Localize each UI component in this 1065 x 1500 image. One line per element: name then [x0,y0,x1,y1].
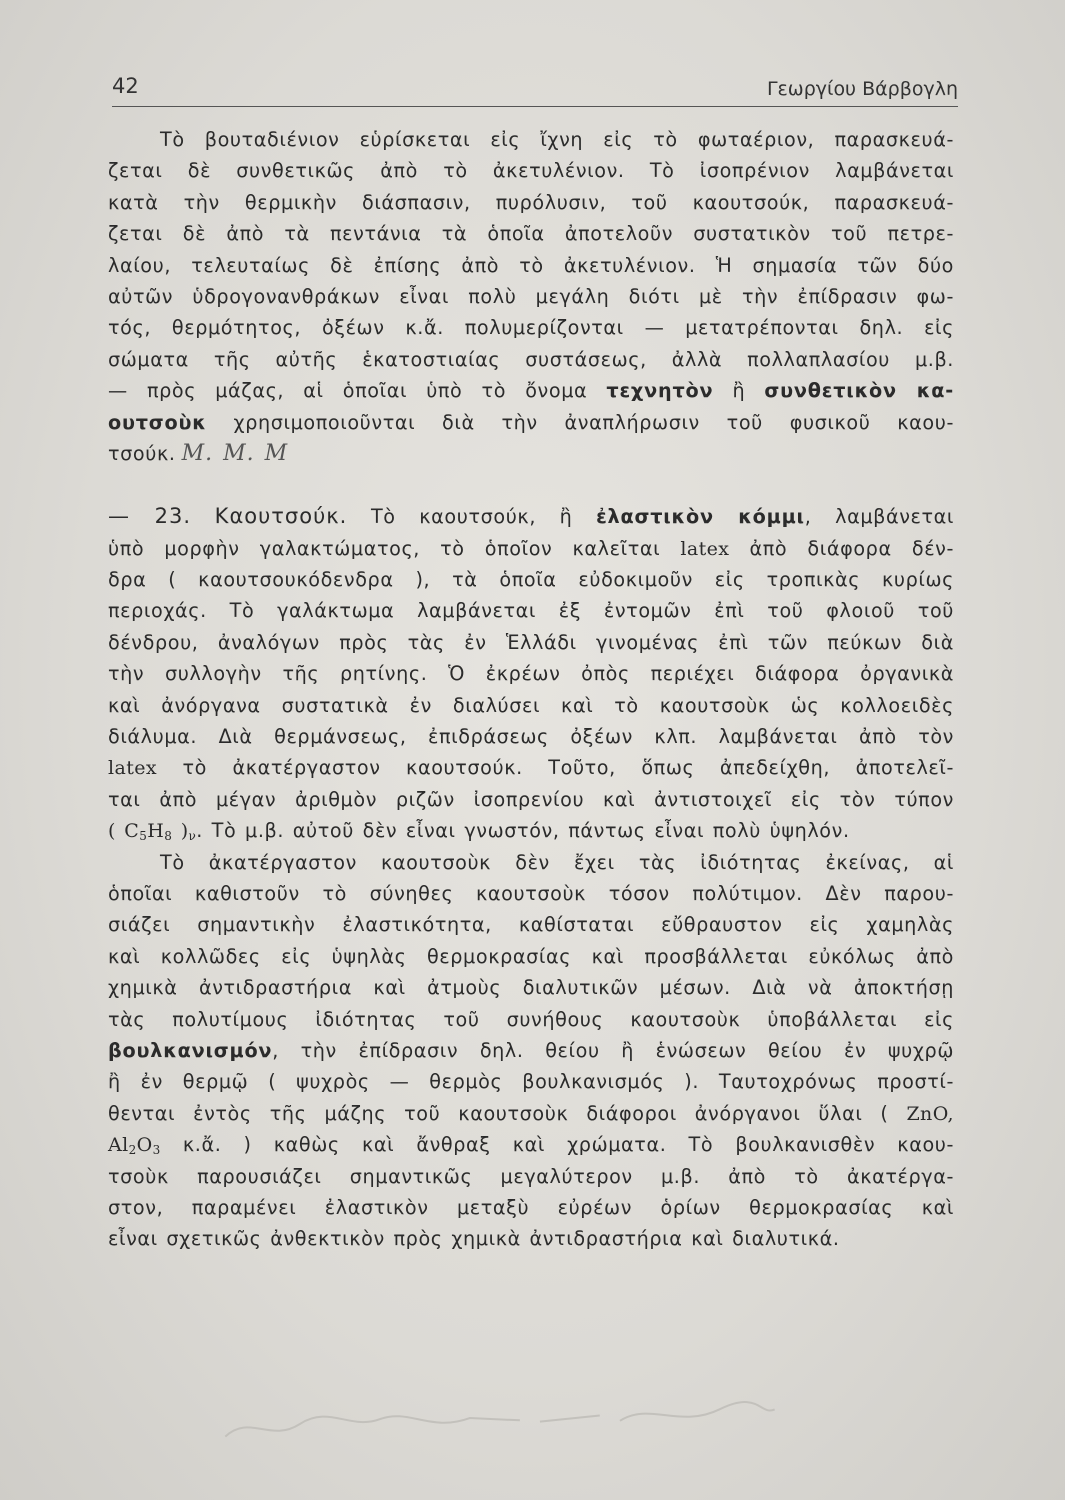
text-line: διάλυμα. Διὰ θερμάνσεως, ἐπιδράσεως ὀξέων κλπ. λαμβάνεται ἀπὸ τὸν [108,725,954,749]
text-line: καὶ ἀνόργανα συστατικὰ ἐν διαλύσει καὶ τὸ καουτσοὺκ ὡς κολλοειδὲς [108,693,954,717]
bold-term: συνθετικὸν κα- [764,379,954,403]
formula-part: H [147,820,165,843]
text-line: λαίου, τελευταίως δὲ ἐπίσης ἀπὸ τὸ ἀκετυλένιον. Ἡ σημασία τῶν δύο [108,253,954,277]
header-rule [112,106,958,107]
text-line: Τὸ βουταδιένιον εὑρίσκεται εἰς ἴχνη εἰς τὸ φωταέριον, παρασκευά- [160,128,954,151]
text-line: περιοχάς. Τὸ γαλάκτωμα λαμβάνεται ἐξ ἐντομῶν ἐπὶ τοῦ φλοιοῦ τοῦ [108,599,954,623]
bold-term: τεχνητὸν [606,379,714,403]
chemical-formula: ZnO, [906,1102,954,1125]
text-run: , λαμβάνεται [804,505,955,529]
text-line [108,1129,954,1160]
text-line [108,438,954,469]
text-run: . Τὸ μ.β. αὐτοῦ δὲν εἶναι γνωστόν, πάντως εἶναι πολὺ ὑψηλόν. [196,819,850,843]
text-line: Τὸ ἀκατέργαστον καουτσοὺκ δὲν ἔχει τὰς ἰδιότητας ἐκείνας, αἱ [160,850,954,874]
text-line [108,1098,954,1129]
section-number: — 23. [108,504,192,529]
text-run: τὸ ἀκατέργαστον καουτσούκ. Τοῦτο, ὅπως ἀπεδείχθη, ἀποτελεῖ- [182,756,955,780]
text-line: σώματα τῆς αὐτῆς ἑκατοστιαίας συστάσεως, ἀλλὰ πολλαπλασίου μ.β. [108,347,954,371]
handwritten-annotation: M. M. M [181,440,289,466]
formula-subscript: 2 [128,1143,137,1158]
bold-term: βουλκανισμόν [108,1038,273,1062]
text-run: θενται ἐντὸς τῆς μάζης τοῦ καουτσοὺκ διάφοροι ἀνόργανοι ὕλαι ( [108,1101,889,1125]
text-line: καὶ κολλῶδες εἰς ὑψηλὰς θερμοκρασίας καὶ προσβάλλεται εὐκόλως ἀπὸ [108,944,954,968]
text-run: ὑπὸ μορφὴν γαλακτώματος, τὸ ὁποῖον καλεῖται [108,536,661,560]
text-line: κατὰ τὴν θερμικὴν διάσπασιν, πυρόλυσιν, τοῦ καουτσούκ, παρασκευά- [108,190,954,214]
formula-part: O [136,1134,153,1157]
text-line: ὁποῖαι καθιστοῦν τὸ σύνηθες καουτσοὺκ τόσον πολύτιμον. Δὲν παρου- [108,881,954,905]
latin-term: latex [108,757,157,780]
formula-subscript: ν [188,829,197,844]
text-line: στον, παραμένει ἐλαστικὸν μεταξὺ εὐρέων ὁρίων θερμοκρασίας καὶ [108,1195,954,1219]
text-line: ἢ ἐν θερμῷ ( ψυχρὸς — θερμὸς βουλκανισμός ). Ταυτοχρόνως προστί- [108,1070,954,1094]
latin-term: latex [680,537,730,560]
text-run: χρησιμοποιοῦνται διὰ τὴν ἀναπλήρωσιν τοῦ φυσικοῦ καου- [233,410,954,434]
text-line: δένδρου, ἀναλόγων πρὸς τὰς ἐν Ἑλλάδι γινομένας ἐπὶ τῶν πεύκων διὰ [108,630,954,654]
text-line: τός, θερμότητος, ὀξέων κ.ἄ. πολυμερίζονται — μετατρέπονται δηλ. εἰς [108,316,954,340]
formula-part: ) [172,820,189,843]
text-line: εἶναι σχετικῶς ἀνθεκτικὸν πρὸς χημικὰ ἀντιδραστήρια καὶ διαλυτικά. [108,1227,840,1251]
text-run: ἢ [732,379,746,403]
text-line [108,1035,954,1066]
formula-subscript: 5 [139,829,148,844]
chemical-formula [108,1134,161,1156]
text-run: Τὸ καουτσούκ, ἢ [370,505,573,529]
page-number: 42 [112,74,139,98]
running-head: Γεωργίου Βάρβογλη [766,78,958,100]
text-line [108,407,954,438]
text-line: αὐτῶν ὑδρογονανθράκων εἶναι πολὺ μεγάλη διότι μὲ τὴν ἐπίδρασιν φω- [108,284,954,308]
text-line [108,375,954,406]
show-through-handwriting [219,1385,781,1463]
section-title: Καουτσούκ. [214,504,348,529]
text-line: σιάζει σημαντικὴν ἐλαστικότητα, καθίσταται εὔθραυστον εἰς χαμηλὰς [108,913,954,937]
formula-part: Al [108,1134,129,1157]
show-through-scribble-icon [219,1385,780,1455]
bold-term: ἐλαστικὸν κόμμι [596,505,805,529]
chemical-formula [108,820,196,842]
body-text [108,124,954,1255]
text-line [108,752,954,783]
text-line: τὰς πολυτίμους ἰδιότητας τοῦ συνήθους καουτσοὺκ ὑποβάλλεται εἰς [108,1007,954,1031]
text-run: ἀπὸ διάφορα δέν- [749,536,955,560]
page-header [112,70,958,104]
text-line: τσοὺκ παρουσιάζει σημαντικῶς μεγαλύτερον μ.β. ἀπὸ τὸ ἀκατέργα- [108,1164,954,1188]
formula-subscript: 3 [152,1143,161,1158]
formula-subscript: 8 [164,829,173,844]
text-run: κ.ἄ. ) καθὼς καὶ ἄνθραξ καὶ χρώματα. Τὸ βουλκανισθὲν καου- [182,1133,955,1157]
text-line: δρα ( καουτσουκόδενδρα ), τὰ ὁποῖα εὐδοκιμοῦν εἰς τροπικὰς κυρίως [108,568,954,592]
formula-part: ( C [108,820,140,843]
text-run: , τὴν ἐπίδρασιν δηλ. θείου ἢ ἑνώσεων θείου ἐν ψυχρῷ [272,1038,954,1062]
text-line: χημικὰ ἀντιδραστήρια καὶ ἀτμοὺς διαλυτικῶν μέσων. Διὰ νὰ ἀποκτήσῃ [108,976,954,1000]
section-gap [108,469,954,501]
text-line: ζεται δὲ συνθετικῶς ἀπὸ τὸ ἀκετυλένιον. Τὸ ἰσοπρένιον λαμβάνεται [108,159,954,183]
bold-term: ουτσοὺκ [108,410,207,434]
text-run: τσούκ. [108,441,176,465]
text-run: — πρὸς μάζας, αἱ ὁποῖαι ὑπὸ τὸ ὄνομα [108,379,588,403]
text-line [108,501,954,532]
text-line: τὴν συλλογὴν τῆς ρητίνης. Ὁ ἐκρέων ὀπὸς περιέχει διάφορα ὀργανικὰ [108,662,954,686]
text-line: ται ἀπὸ μέγαν ἀριθμὸν ριζῶν ἰσοπρενίου καὶ ἀντιστοιχεῖ εἰς τὸν τύπον [108,787,954,811]
text-line [108,815,954,846]
text-line [108,533,954,564]
text-line: ζεται δὲ ἀπὸ τὰ πεντάνια τὰ ὁποῖα ἀποτελοῦν συστατικὸν τοῦ πετρε- [108,222,954,246]
